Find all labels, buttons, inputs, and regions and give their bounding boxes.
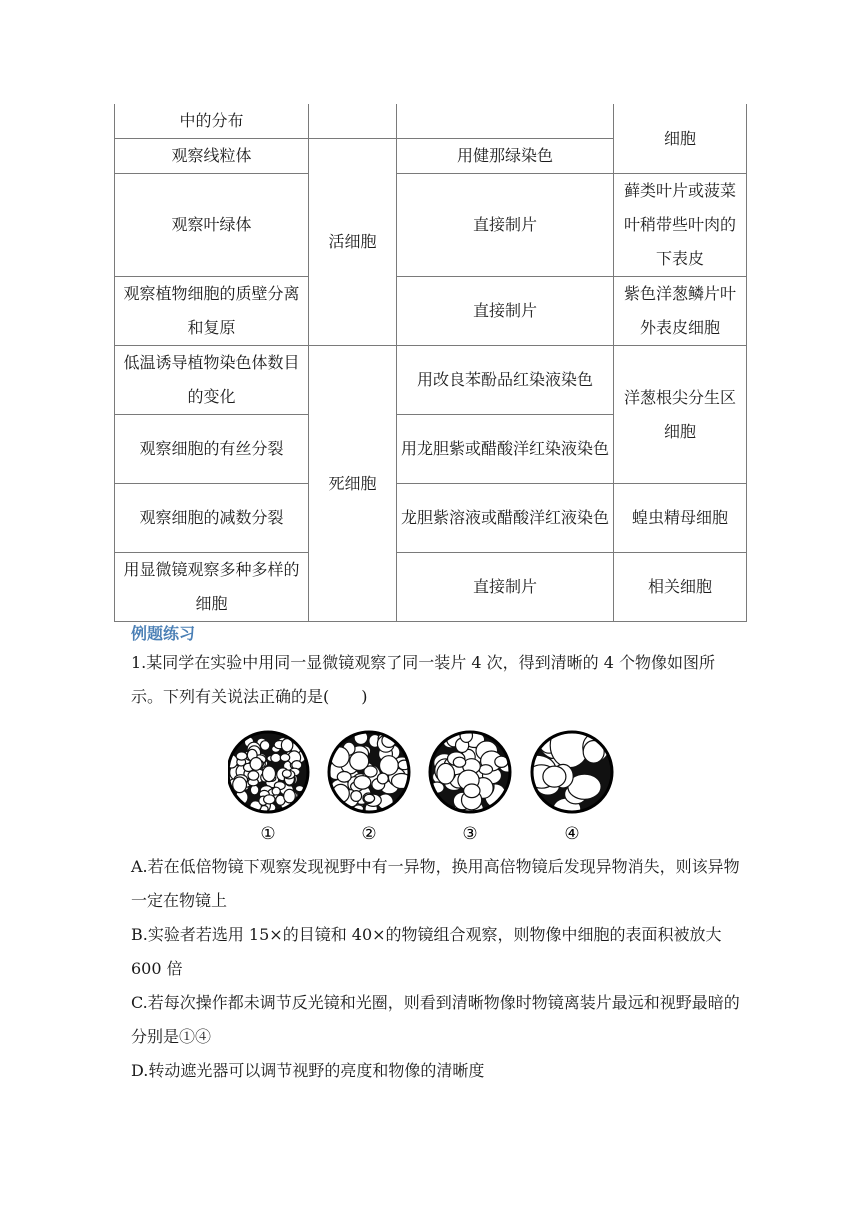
- figure-label-4: ④: [564, 824, 580, 844]
- method-cell: 龙胆紫溶液或醋酸洋红液染色: [397, 484, 614, 553]
- table-row: [115, 346, 747, 415]
- method-cell: 直接制片: [397, 174, 614, 277]
- microscope-view-1: [228, 732, 308, 813]
- experiment-cell: 中的分布: [115, 104, 309, 139]
- experiment-cell: 低温诱导植物染色体数目的变化: [115, 346, 309, 415]
- experiment-cell: 观察叶绿体: [115, 174, 309, 277]
- question-stem: 1.某同学在实验中用同一显微镜观察了同一装片 4 次，得到清晰的 4 个物像如图所示。下列有关说法正确的是( ): [131, 653, 715, 706]
- option-d: D.转动遮光器可以调节视野的亮度和物像的清晰度: [131, 1061, 485, 1080]
- method-cell: 用改良苯酚品红染液染色: [397, 346, 614, 415]
- option-a: A.若在低倍物镜下观察发现视野中有一异物，换用高倍物镜后发现异物消失，则该异物一定在物镜上: [131, 857, 740, 910]
- experiment-cell: 观察线粒体: [115, 139, 309, 174]
- method-cell: 用龙胆紫或醋酸洋红染液染色: [397, 415, 614, 484]
- figure-label-2: ②: [361, 824, 377, 844]
- table-row: [115, 174, 747, 277]
- method-cell: 直接制片: [397, 553, 614, 622]
- figure-label-3: ③: [462, 824, 478, 844]
- material-cell: 紫色洋葱鳞片叶外表皮细胞: [614, 277, 747, 346]
- method-cell: 直接制片: [397, 277, 614, 346]
- experiment-cell: 观察细胞的减数分裂: [115, 484, 309, 553]
- microscope-view-4: [516, 723, 612, 820]
- figure-label-1: ①: [260, 824, 276, 844]
- table-row: [115, 553, 747, 622]
- section-title: 例题练习: [131, 624, 196, 643]
- material-cell: 藓类叶片或菠菜叶稍带些叶肉的下表皮: [614, 174, 747, 277]
- material-cell: 洋葱根尖分生区细胞: [614, 346, 747, 484]
- option-c: C.若每次操作都未调节反光镜和光圈，则看到清晰物像时物镜离装片最远和视野最暗的分别是①④: [131, 993, 740, 1046]
- method-cell: 用健那绿染色: [397, 139, 614, 174]
- experiment-table: [114, 104, 747, 622]
- material-cell: 相关细胞: [614, 553, 747, 622]
- experiment-cell: 用显微镜观察多种多样的细胞: [115, 553, 309, 622]
- cell-state-cell: [309, 104, 397, 139]
- experiment-cell: 观察细胞的有丝分裂: [115, 415, 309, 484]
- microscope-views-figure: [228, 722, 630, 846]
- microscope-view-2: [327, 731, 414, 816]
- table-row: [115, 104, 747, 139]
- material-cell: 蝗虫精母细胞: [614, 484, 747, 553]
- cell-state-cell: 活细胞: [309, 139, 397, 346]
- option-b: B.实验者若选用 15×的目镜和 40×的物镜组合观察，则物像中细胞的表面积被放大 600 倍: [131, 925, 722, 978]
- material-cell: 细胞: [614, 104, 747, 174]
- method-cell: [397, 104, 614, 139]
- table-row: [115, 484, 747, 553]
- experiment-cell: 观察植物细胞的质壁分离和复原: [115, 277, 309, 346]
- cell-state-cell: 死细胞: [309, 346, 397, 622]
- table-row: [115, 277, 747, 346]
- microscope-view-3: [430, 729, 515, 820]
